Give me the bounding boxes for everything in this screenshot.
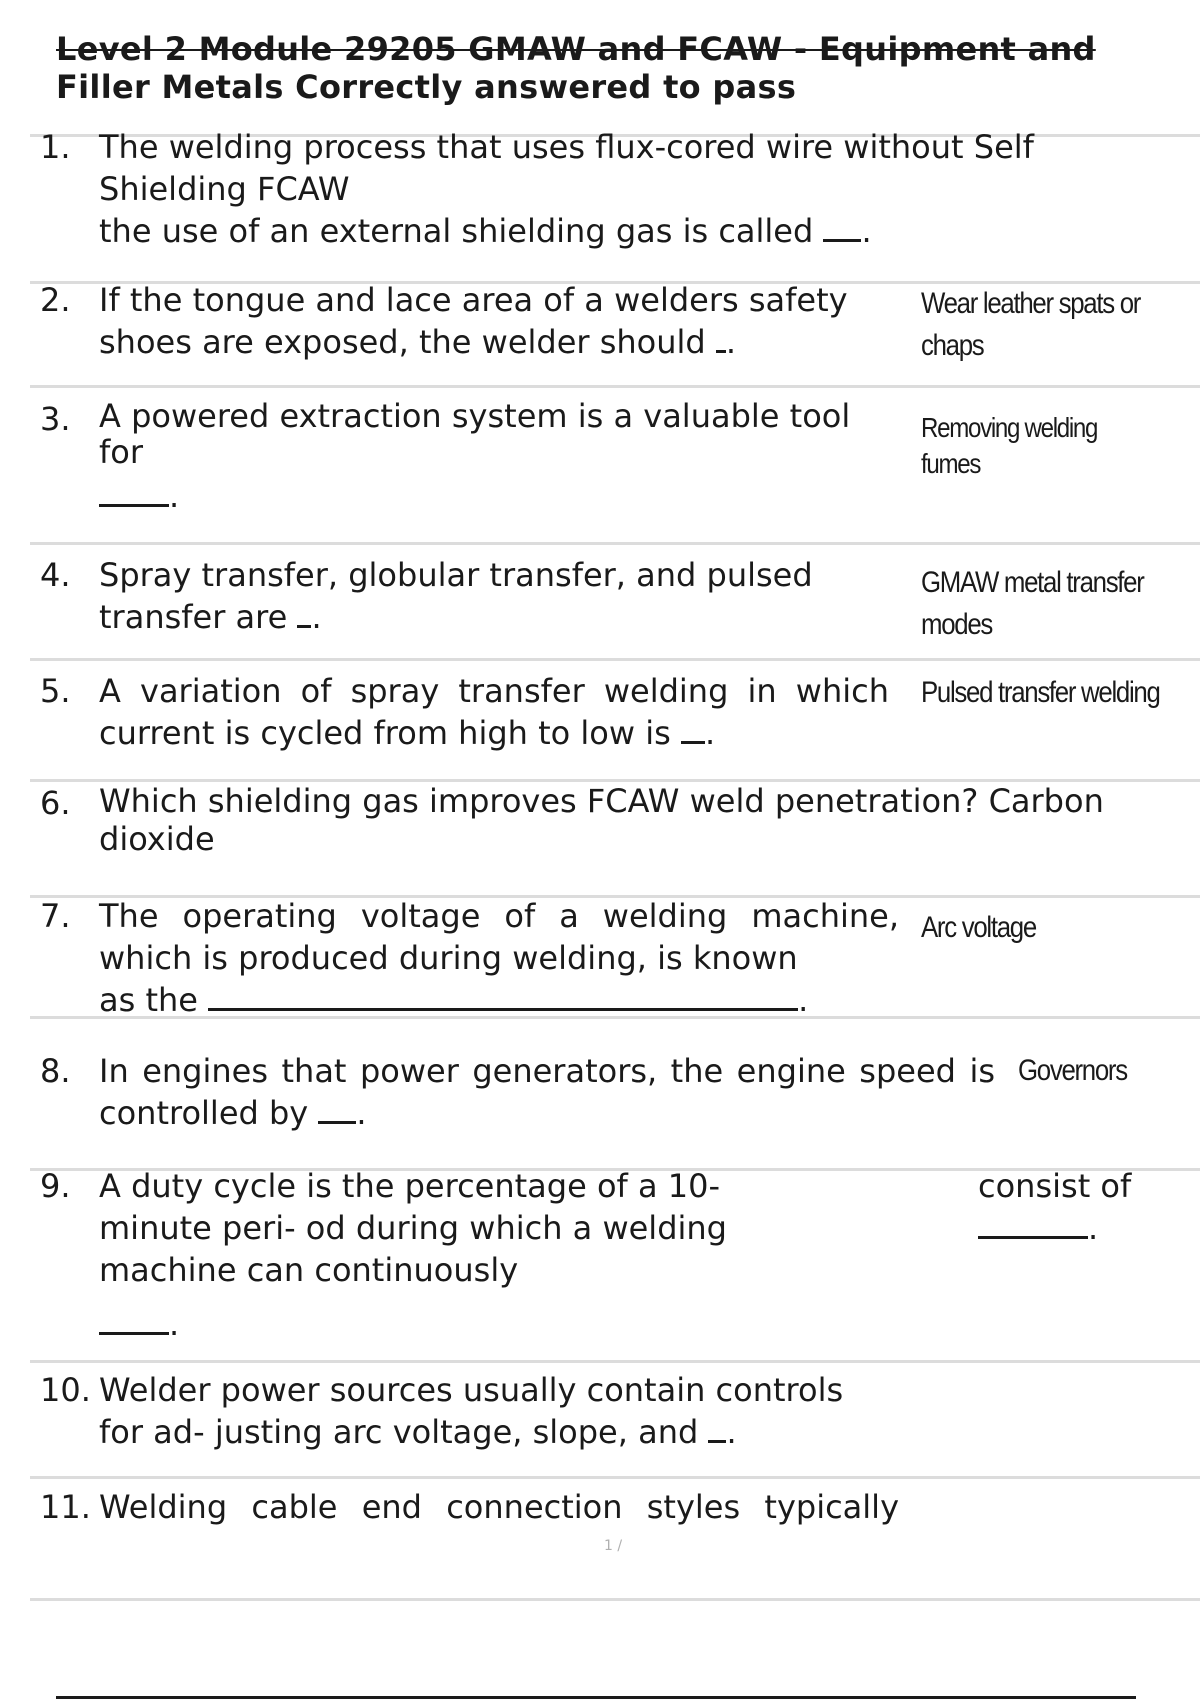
answer-blank (823, 211, 861, 242)
question-text: controlled by (99, 1094, 309, 1132)
question-number: 11. (40, 1488, 91, 1526)
question-text: consist of (978, 1167, 1132, 1205)
question-text: Welder power sources usually contain controls (99, 1371, 844, 1409)
page-number: 1 / (604, 1538, 623, 1554)
question-text: In engines that power generators, the engine speed is (99, 1052, 995, 1090)
question-text: minute peri- od during which a welding (99, 1209, 727, 1247)
answer-blank (99, 476, 169, 507)
question-text: transfer are (99, 598, 288, 636)
title-line-2: Filler Metals Correctly answered to pass (56, 68, 797, 106)
question-text: Welding cable end connection styles typically (99, 1488, 899, 1526)
answer-text: Removing welding fumes (921, 412, 1098, 479)
answer-blank (297, 597, 311, 628)
question-number: 1. (40, 128, 71, 166)
question-number: 6. (40, 784, 71, 822)
question-number: 5. (40, 672, 71, 710)
divider (30, 1360, 1200, 1363)
title-line-1: Level 2 Module 29205 GMAW and FCAW - Equipment and (56, 30, 1096, 68)
answer-blank (978, 1208, 1088, 1239)
answer-text: Governors (1018, 1054, 1127, 1087)
question-text: Spray transfer, globular transfer, and pulsed (99, 556, 813, 594)
question-text: A powered extraction system is a valuable tool (99, 397, 851, 435)
question-text: Which shielding gas improves FCAW weld penetration? Carbon (99, 782, 1104, 820)
answer-text: Arc voltage (921, 911, 1036, 944)
document-title (56, 30, 1136, 106)
footer-rule (56, 1696, 1136, 1699)
question-number: 2. (40, 281, 71, 319)
answer-blank (208, 980, 798, 1011)
divider (30, 1476, 1200, 1479)
question-text: as the (99, 981, 198, 1019)
question-text: for ad- justing arc voltage, slope, and (99, 1413, 699, 1451)
question-text: for (99, 433, 143, 471)
question-text: which is produced during welding, is known (99, 939, 798, 977)
answer-text: Pulsed transfer welding (921, 676, 1160, 709)
question-number: 10. (40, 1371, 91, 1409)
question-text: the use of an external shielding gas is called (99, 212, 814, 250)
question-text: A variation of spray transfer welding in which (99, 672, 889, 710)
question-number: 3. (40, 400, 71, 438)
question-text: shoes are exposed, the welder should (99, 323, 706, 361)
answer-text: Wear leather spats or chaps (921, 287, 1141, 362)
question-text: The welding process that uses flux-cored wire without Self (99, 128, 1034, 166)
answer-blank (681, 713, 705, 744)
question-number: 8. (40, 1052, 71, 1090)
divider (30, 542, 1200, 545)
question-number: 7. (40, 897, 71, 935)
question-text: If the tongue and lace area of a welders safety (99, 281, 848, 319)
question-number: 4. (40, 556, 71, 594)
answer-blank (716, 322, 726, 353)
question-text: dioxide (99, 820, 215, 858)
question-text: machine can continuously (99, 1251, 519, 1289)
answer-blank (708, 1412, 726, 1443)
question-text: A duty cycle is the percentage of a 10- (99, 1167, 721, 1205)
answer-text: GMAW metal transfer modes (921, 566, 1144, 641)
divider (30, 385, 1200, 388)
question-text: current is cycled from high to low is (99, 714, 671, 752)
answer-blank (318, 1093, 356, 1124)
answer-blank (99, 1304, 169, 1335)
question-text: Shielding FCAW (99, 170, 350, 208)
divider (30, 1598, 1200, 1601)
question-text: The operating voltage of a welding machine, (99, 897, 899, 935)
divider (30, 658, 1200, 661)
question-number: 9. (40, 1167, 71, 1205)
